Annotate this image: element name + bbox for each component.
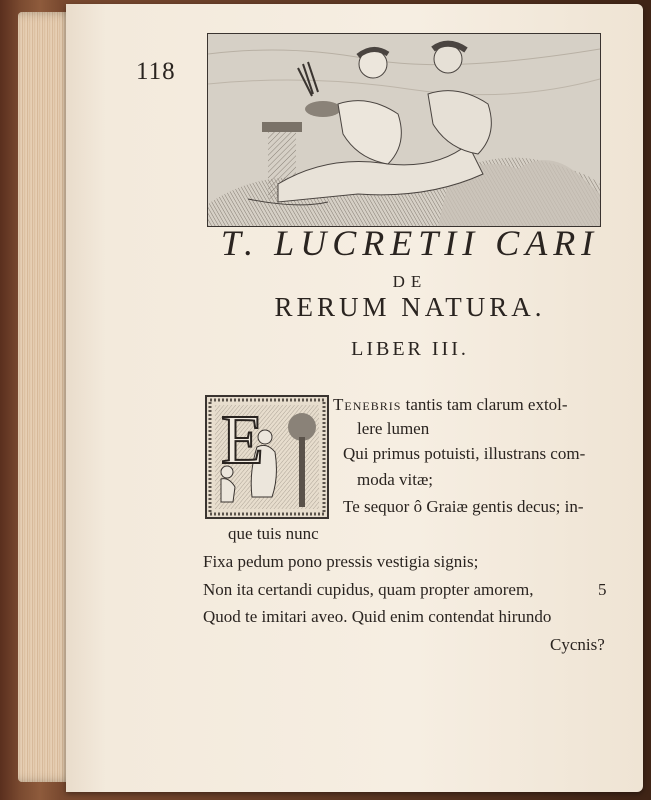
work-title: T. LUCRETII CARI (220, 223, 600, 263)
initial-letter: E (221, 402, 264, 479)
poem-line-4: moda vitæ; (357, 470, 434, 489)
poem-line-10: Cycnis? (550, 635, 605, 654)
decorated-initial (205, 395, 329, 519)
work-subtitle: RERUM NATURA. (274, 292, 546, 322)
page-number: 118 (136, 58, 176, 85)
verse-line-number: 5 (598, 580, 607, 599)
poem-line-5: Te sequor ô Graiæ gentis decus; in- (343, 497, 584, 516)
poem-first-word: Tenebris (333, 395, 402, 414)
poem-line-8: Non ita certandi cupidus, quam propter amorem, (203, 580, 534, 599)
poem-line-2: lere lumen (357, 419, 430, 438)
poem-line-1 (333, 395, 568, 415)
poem-line-6: que tuis nunc (228, 524, 319, 543)
title-de: DE (392, 272, 428, 291)
poem-line-3: Qui primus potuisti, illustrans com- (343, 444, 586, 463)
headpiece-engraving (207, 33, 601, 227)
poem-line-7: Fixa pedum pono pressis vestigia signis; (203, 552, 479, 571)
book-heading: LIBER III. (351, 338, 469, 360)
poem-line-1-rest: tantis tam clarum extol- (401, 395, 568, 414)
poem-line-9: Quod te imitari aveo. Quid enim contendat hirundo (203, 607, 552, 626)
